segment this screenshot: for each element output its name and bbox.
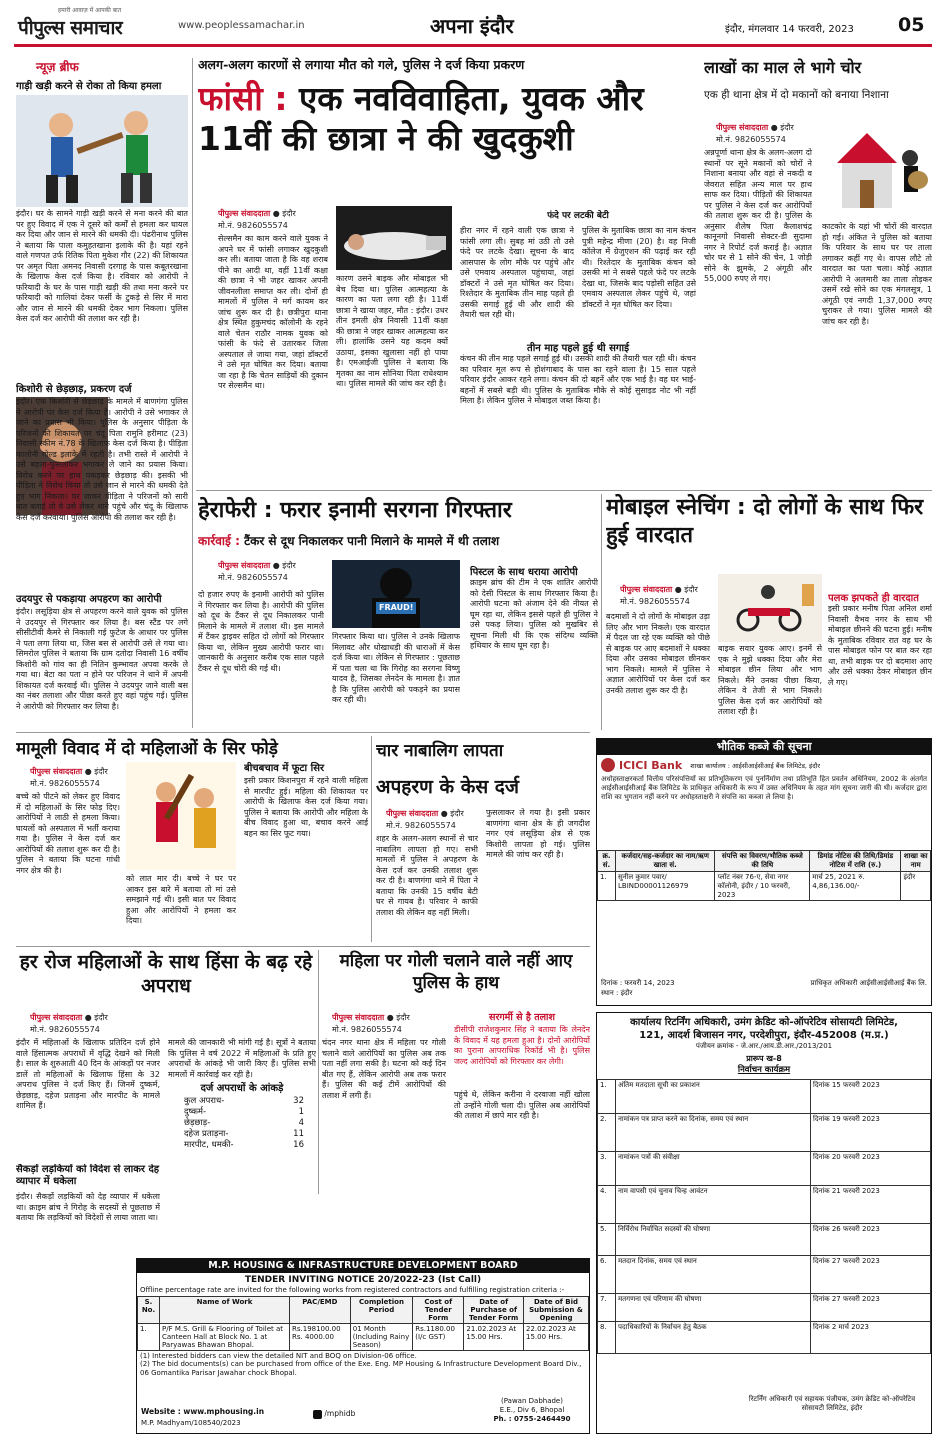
icici-logo-mark bbox=[601, 758, 615, 772]
icici-td: इंदौर bbox=[901, 872, 931, 901]
fraud-col3-heading: पिस्टल के साथ धराया आरोपी bbox=[470, 567, 578, 578]
brief-2-heading: किशोरी से छेड़छाड़, प्रकरण दर्ज bbox=[16, 384, 132, 395]
election-td: 4. bbox=[598, 1186, 616, 1224]
violence-byline-name: पीपुल्स संवाददाता bbox=[30, 1013, 83, 1022]
gunshot-col-2: पहुंचे थे, लेकिन करीना ने दरवाजा नहीं खोला तो उन्होंने गोली चला दी। पुलिस अब आरोपियों की तलाश में छापे मार रही है। bbox=[454, 1090, 590, 1120]
violence-stat-label: छेड़छाड़- bbox=[184, 1118, 211, 1128]
election-td: दिनांक 27 फरवरी 2023 bbox=[811, 1294, 931, 1322]
tender-th: S. No. bbox=[138, 1297, 160, 1324]
fraud-byline-city: इंदौर bbox=[282, 561, 296, 570]
tender-social bbox=[313, 1409, 355, 1419]
election-td: 7. bbox=[598, 1294, 616, 1322]
fraud-photo-label: FRAUD! bbox=[379, 603, 414, 612]
missing-col-1: शहर के अलग-अलग स्थानों से चार नाबालिग लापता हो गए। सभी मामलों में पुलिस ने अपहरण के केस दर्ज कर उनकी तलाश शुरू कर दी है। बाणगंगा थाने में पिता ने बताया कि उनकी 15 वर्षीय बेटी घर से गायब है। परिवार ने काफी तलाश की लेकिन वह नहीं मिली। bbox=[376, 834, 478, 917]
gunshot-box-heading: सरगर्मी से है तलाश bbox=[489, 1012, 555, 1023]
fraud-divider bbox=[601, 494, 602, 730]
brief-3-body: इंदौर। लसूड़िया क्षेत्र से अपहरण करने वाले युवक को पुलिस ने उदयपुर से गिरफ्तार कर लिया है। बस स्टैंड पर लगे सीसीटीवी कैमरे से निकाली गई फुटेज के आधार पर पुलिस ने पता लगा लिया था, जिस बस से आरोपी उसे ले गया था। सिमरोल पुलिस ने बताया कि ग्राम दतोदा निवासी 16 वर्षीय किशोरी को गांव का ही नितिन कुम्भावत अपवा करके ले गया था। बेटा का पता न होने पर परिजन ने थाने में अपनी शिकायत दर्ज करवाई थी। पुलिस ने उदयपुर जाने वाली बस का नंबर तलाशा और पीछा करते हुए वहां पहुंच गई। पुलिस ने आरोपी को गिरफ्तार कर लिया है। bbox=[16, 607, 188, 711]
tender-website[interactable]: Website : www.mphousing.in bbox=[141, 1407, 265, 1416]
election-row bbox=[598, 1080, 931, 1114]
women-fight-col-1: बच्चे को पीटने को लेकर हुए विवाद में दो महिलाओं के सिर फोड़ दिए। आरोपियों ने लाठी से हमला किया। घायलों को अस्पताल में भर्ती कराया गया है। पुलिस ने केस दर्ज कर आरोपियों की तलाश शुरू कर दी है। पुलिस ने बताया कि घटना गांधी नगर क्षेत्र की है। bbox=[16, 792, 120, 875]
violence-stat-value: 4 bbox=[298, 1118, 304, 1128]
violence-stat-row bbox=[184, 1096, 304, 1107]
lead-byline-mob: मो.नं. 9826055574 bbox=[218, 221, 288, 230]
election-td: दिनांक 19 फरवरी 2023 bbox=[811, 1114, 931, 1152]
gunshot-box-body: डीसीपी राजेशकुमार सिंह ने बताया कि लेनदेन के विवाद में यह हमला हुआ है। दोनों आरोपियों का पुराना आपराधिक रिकॉर्ड भी है। पुलिस जल्द आरोपियों को गिरफ्तार कर लेगी। bbox=[454, 1025, 590, 1066]
violence-headline: हर रोज महिलाओं के साथ हिंसा के बढ़ रहे अपराध bbox=[19, 951, 313, 997]
theft-col-1: अन्नपूर्णा थाना क्षेत्र के अलग-अलग दो स्थानों पर सूने मकानों को चोरों ने निशाना बनाया और वहां से नकदी व जेवरात सहित अन्य माल पर हाथ साफ कर दिया। पीड़ितों की शिकायत पर पुलिस ने केस दर्ज कर आरोपियों की तलाश शुरू कर दी है। पुलिस के अनुसार शैलेष पिता कैलाशचंद्र कानूनगो निवासी सेक्टर-डी सुदामा नगर ने रिपोर्ट दर्ज कराई है। अज्ञात चोर घर से 1 सोने की चेन, 1 जोड़ी सोने के झुमके, 2 अंगूठी और 55,000 रुपए ले गए। bbox=[704, 148, 812, 283]
icici-th: क्र. सं. bbox=[598, 851, 616, 872]
theft-headline: लाखों का माल ले भागे चोर bbox=[704, 58, 862, 77]
election-row bbox=[598, 1256, 931, 1294]
section-title bbox=[430, 12, 514, 39]
icici-td: प्लॉट नंबर 76-ए, सेवा नगर कॉलोनी, इंदौर / 10 फरवरी, 2023 bbox=[715, 872, 810, 901]
women-fight-box bbox=[244, 760, 368, 940]
mobile-byline-name: पीपुल्स संवाददाता bbox=[620, 585, 673, 594]
missing-byline-name: पीपुल्स संवाददाता bbox=[386, 809, 439, 818]
brief-divider bbox=[192, 58, 193, 728]
news-brief-label: न्यूज़ ब्रीफ bbox=[36, 60, 79, 74]
election-schedule: निर्वाचन कार्यक्रम bbox=[737, 1065, 791, 1075]
icici-th: कर्जदार/सह-कर्जदार का नाम/ऋण खाता सं. bbox=[616, 851, 715, 872]
violence-col-1: इंदौर में महिलाओं के खिलाफ प्रतिदिन दर्ज होने वाले हिंसात्मक अपराधों में वृद्धि देखने को मिली है। साल के शुरुआती 40 दिन के आंकड़ों पर नजर डालें तो महिलाओं के खिलाफ हिंसा के 32 अपराध पुलिस ने दर्ज किए हैं। जिनमें दुष्कर्म, छेड़छाड़, दहेज प्रताड़ना और मारपीट के मामले शामिल हैं। bbox=[16, 1038, 160, 1110]
tender-td: 01 Month (Including Rainy Season) bbox=[350, 1324, 412, 1351]
tender-table-header bbox=[138, 1297, 589, 1324]
masthead bbox=[0, 0, 945, 46]
top-divider bbox=[196, 490, 932, 491]
election-td: 8. bbox=[598, 1322, 616, 1354]
section-title-text: अपना इंदौर bbox=[430, 14, 514, 38]
mobile-side-body: इसी प्रकार मनीष पिता अनिल शर्मा निवासी वैभव नगर के साथ भी मोबाइल छीनने की घटना हुई। मनीष के मुताबिक रविवार रात वह घर के पास मोबाइल फोन पर बात कर रहा था, तभी बाइक पर दो बदमाश आए और उसे धक्का देकर मोबाइल छीन ले गए। bbox=[828, 604, 932, 687]
tender-madhyam: M.P. Madhyam/108540/2023 bbox=[141, 1419, 241, 1427]
missing-headline: चार नाबालिग लापता bbox=[376, 741, 504, 761]
gunshot-headline: महिला पर गोली चलाने वाले नहीं आए पुलिस के हाथ bbox=[339, 951, 573, 993]
theft-byline-mob: मो.नं. 9826055574 bbox=[716, 135, 786, 144]
fraud-photo bbox=[332, 560, 460, 628]
lead-col-3: हीरा नगर में रहने वाली एक छात्रा ने फांसी लगा ली। सुबह मां उठी तो उसे फंदे पर लटके देखा। सूचना के बाद आसपास के लोग मौके पर पहुंचे और उसे एमवाय अस्पताल पहुंचाया, जहां डॉक्टरों ने उसे मृत घोषित कर दिया। रिश्तेदार के मुताबिक तीन माह पहले ही उसकी सगाई हुई थी और शादी की तैयारी चल रही थी। bbox=[460, 226, 574, 319]
tender-note-2: (2) The bid documents(s) can be purchased from office of the Exe. Eng. MP Housing & Infrastructure Development Board Div., 06 Gomantika Parisar Jawahar chock Bhopal. bbox=[140, 1360, 582, 1377]
tender-td: 1. bbox=[138, 1324, 160, 1351]
logo-tagline: हमारी आवाज़ में आपकी बात bbox=[58, 7, 122, 14]
icici-td: मार्च 25, 2021 रु. 4,86,136.00/- bbox=[810, 872, 901, 901]
election-reg: पंजीयन क्रमांक - जे.आर./आय.डी.आर./2013/201 bbox=[695, 1042, 833, 1050]
lead-byline-city: इंदौर bbox=[282, 209, 296, 218]
mobile-story bbox=[606, 494, 932, 730]
election-form: प्रारूप ख-8 bbox=[746, 1054, 782, 1063]
women-fight-box-body: इसी प्रकार किशनपुरा में रहने वाली महिला से मारपीट हुई। महिला की शिकायत पर आरोपी के खिलाफ केस दर्ज किया गया। पुलिस ने बताया कि आरोपी और महिला के बीच विवाद हुआ था, बचाव करने आई बहन का सिर फूट गया। bbox=[244, 776, 368, 838]
missing-byline-city: इंदौर bbox=[450, 809, 464, 818]
lower-divider bbox=[16, 946, 590, 947]
women-fight-illustration bbox=[126, 762, 236, 870]
gunshot-byline-name: पीपुल्स संवाददाता bbox=[332, 1013, 385, 1022]
fraud-headline-red: हेराफेरी : bbox=[198, 498, 273, 523]
lead-col-1: सेल्समैन का काम करने वाले युवक ने अपने घर में फांसी लगाकर खुदकुशी कर ली। बताया जाता है कि वह शराब पीने का आदी था, वहीं 11वीं कक्षा की छात्रा ने भी जहर खाकर अपनी जीवनलीला समाप्त कर ली। दोनों ही मामलों में पुलिस ने मर्ग कायम कर जांच शुरू कर दी है। छत्रीपुरा थाना क्षेत्र स्थित हुकुमचंद कॉलोनी के रहने वाले चेतन राठौर नामक युवक को फांसी के फंदे से उतारकर जिला अस्पताल ले जाया गया, जहां डॉक्टरों ने उसे मृत घोषित कर दिया। बताया जा रहा है कि चेतन साड़ियों की दुकान पर सेल्समैन था। bbox=[218, 234, 328, 390]
tender-intro: Offline percentage rate are invited for the following works from registered contractors and fulfilling registration criteria :- bbox=[140, 1286, 565, 1294]
icici-th: संपत्ति का विवरण/भौतिक कब्जे की तिथि bbox=[715, 851, 810, 872]
violence-byline: पीपुल्स संवाददाता ● इंदौर bbox=[30, 1013, 108, 1022]
mobile-byline: पीपुल्स संवाददाता ● इंदौर bbox=[620, 585, 698, 594]
masthead-rule bbox=[14, 44, 932, 47]
lead-col-4: पुलिस के मुताबिक छात्रा का नाम कंचन पुत्री महेन्द्र मीणा (20) है। वह निजी कॉलेज में ग्रेजुएशन की पढ़ाई कर रही थी। रिश्तेदार के मुताबिक कंचन को उसकी मां ने सबसे पहले फंदे पर लटके देखा था, जिसके बाद पड़ोसी सहित उसे एमवाय अस्पताल लेकर पहुंचे थे, जहां डॉक्टरों ने मृत घोषित कर दिया। bbox=[582, 226, 696, 309]
tender-signer-name: (Pawan Dabhade) bbox=[501, 1397, 563, 1405]
mid-divider bbox=[16, 732, 590, 733]
election-td: 5. bbox=[598, 1224, 616, 1256]
fraud-headline bbox=[198, 494, 598, 524]
lead-headline bbox=[198, 79, 698, 165]
theft-byline-name: पीपुल्स संवाददाता bbox=[716, 123, 769, 132]
tender-th: Completion Period bbox=[350, 1297, 412, 1324]
theft-deck: एक ही थाना क्षेत्र में दो मकानों को बनाया निशाना bbox=[704, 89, 889, 101]
election-table bbox=[597, 1079, 931, 1354]
mobile-col-1: बदमाशों ने दो लोगों के मोबाइल उड़ा लिए और भाग निकले। एक वारदात में पैदल जा रहे एक व्यक्ति को पीछे से बाइक पर आए बदमाशों ने धक्का दिया और उसका मोबाइल छीनकर भाग निकले। मामले में पुलिस ने अज्ञात आरोपियों पर केस दर्ज कर उनकी तलाश शुरू कर दी है। bbox=[606, 612, 710, 695]
icici-body: अधोहस्ताक्षरकर्ता वित्तीय परिसंपत्तियों का प्रतिभूतिकरण एवं पुनर्निर्माण तथा प्रतिभूति हित प्रवर्तन अधिनियम, 2002 के अंतर्गत आईसीआईसीआई बैंक लिमिटेड के प्राधिकृत अधिकारी के रूप में उक्त अधिनियम के तहत मांग सूचना जारी की थी। कर्जदार द्वारा राशि का भुगतान नहीं करने पर अधोहस्ताक्षरी ने संपत्ति का कब्जा ले लिया है। bbox=[601, 775, 927, 801]
violence-stat-label: कुल अपराध- bbox=[184, 1096, 225, 1106]
fraud-col-3: क्राइम ब्रांच की टीम ने एक शातिर आरोपी को देसी पिस्टल के साथ गिरफ्तार किया है। आरोपी घटना को अंजाम देने की नीयत से घूम रहा था, लेकिन इससे पहले ही पुलिस ने उसे पकड़ लिया। पुलिस को मुखबिर से सूचना मिली थी कि एक संदिग्ध व्यक्ति हथियार के साथ घूम रहा है। bbox=[470, 578, 598, 650]
icici-title: भौतिक कब्जे की सूचना bbox=[597, 739, 931, 755]
election-td: 3. bbox=[598, 1152, 616, 1186]
violence-stat-row bbox=[184, 1129, 304, 1140]
lead-photo-caption: फंदे पर लटकी बेटी bbox=[460, 210, 696, 222]
election-td: निर्विरोध निर्वाचित सदस्यों की घोषणा bbox=[616, 1224, 811, 1256]
fraud-deck-red: कार्रवाई : bbox=[198, 534, 240, 548]
icici-notice bbox=[596, 738, 932, 1006]
tender-notice-title: TENDER INVITING NOTICE 20/2022-23 (Ist Call) bbox=[244, 1275, 482, 1285]
election-td: 1. bbox=[598, 1080, 616, 1114]
tender-phone: Ph. : 0755-2464490 bbox=[493, 1415, 571, 1423]
tender-note-1: (1) Interested bidders can view the detailed NIT and BOQ on Division-06 office. bbox=[140, 1352, 417, 1360]
women-fight-divider bbox=[371, 736, 372, 942]
election-td: 2. bbox=[598, 1114, 616, 1152]
tender-td: Rs.198100.00 Rs. 4000.00 bbox=[290, 1324, 351, 1351]
gunshot-col-1: चंदन नगर थाना क्षेत्र में महिला पर गोली चलाने वाले आरोपियों का पुलिस अब तक पता नहीं लगा सकी है। घटना को कई दिन बीत गए हैं, लेकिन आरोपी अब तक फरार हैं। पुलिस की कई टीमें आरोपियों की तलाश में लगी हैं। bbox=[322, 1038, 446, 1100]
tender-table bbox=[137, 1296, 589, 1351]
election-td: दिनांक 21 फरवरी 2023 bbox=[811, 1186, 931, 1224]
women-fight-byline-name: पीपुल्स संवाददाता bbox=[30, 767, 83, 776]
election-td: दिनांक 27 फरवरी 2023 bbox=[811, 1256, 931, 1294]
mobile-headline: मोबाइल स्नेचिंग : दो लोगों के साथ फिर हुई वारदात bbox=[606, 495, 924, 548]
election-row bbox=[598, 1322, 931, 1354]
icici-table-row bbox=[598, 872, 931, 901]
dateline: इंदौर, मंगलवार 14 फरवरी, 2023 bbox=[725, 24, 854, 35]
missing-deck: अपहरण के केस दर्ज bbox=[376, 776, 519, 798]
brief-1-illustration bbox=[16, 95, 188, 207]
fraud-headline-rest: फरार इनामी सरगना गिरफ्तार bbox=[280, 498, 512, 523]
violence-divider bbox=[318, 950, 319, 1194]
election-td: मतगणना एवं परिणाम की घोषणा bbox=[616, 1294, 811, 1322]
brief-3-heading: उदयपुर से पकड़ाया अपहरण का आरोपी bbox=[16, 594, 162, 605]
icici-logo bbox=[597, 755, 931, 775]
icici-td: सुनील कुमार पवार/ LBIND00001126979 bbox=[616, 872, 715, 901]
gunshot-byline: पीपुल्स संवाददाता ● इंदौर bbox=[332, 1013, 410, 1022]
election-row bbox=[598, 1224, 931, 1256]
gunshot-byline-city: इंदौर bbox=[396, 1013, 410, 1022]
icici-th: डिमांड नोटिस की तिथि/डिमांड नोटिस में राशि (रु.) bbox=[810, 851, 901, 872]
violence-stat-label: मारपीट, धमकी- bbox=[184, 1140, 234, 1150]
tender-table-row bbox=[138, 1324, 589, 1351]
missing-col-2: फुसलाकर ले गया है। इसी प्रकार बाणगंगा थाना क्षेत्र के ही जगदीश नगर एवं लसूड़िया क्षेत्र से एक किशोरी लापता हो गई। पुलिस मामले की जांच कर रही है। bbox=[486, 808, 590, 859]
election-td: दिनांक 20 फरवरी 2023 bbox=[811, 1152, 931, 1186]
social-icon bbox=[313, 1410, 322, 1419]
tender-td: 21.02.2023 At 15.00 Hrs. bbox=[464, 1324, 524, 1351]
tender-td: Rs.1180.00 (I/c GST) bbox=[413, 1324, 464, 1351]
election-td: दिनांक 15 फरवरी 2023 bbox=[811, 1080, 931, 1114]
gunshot-byline-mob: मो.नं. 9826055574 bbox=[332, 1025, 402, 1034]
brief-1-body: इंदौर। घर के सामने गाड़ी खड़ी करने से मना करने की बात पर हुए विवाद में एक ने दूसरे को कर्मों से हमला कर घायल कर दिया और जान से मारने की धमकी दी। पंढरीनाथ पुलिस ने बताया कि पाला कमुहतखाना इलाके की है। यहां रहने वाले गणपत उर्फ रितिक पिता मुकेश गौर (22) की शिकायत पर अमृत पिता अमनद निवासी दरगाह के पास कबूतरखाना के खिलाफ केस दर्ज किया है। रविवार को आरोपी ने फरियादी के घर के पास गाड़ी खड़ी की तथा मना करने पर फरियादी को गालियां देकर फर्सी के टुकड़े से सिर में मारा और जान से मारने की धमकी देकर भाग निकला। पुलिस केस दर्ज कर आरोपी की तलाश कर रही है। bbox=[16, 209, 188, 323]
violence-stat-label: दहेज प्रताड़ना- bbox=[184, 1129, 229, 1139]
violence-stat-value: 16 bbox=[293, 1140, 304, 1150]
lead-story bbox=[198, 56, 698, 488]
icici-signature: प्राधिकृत अधिकारी आईसीआईसीआई बैंक लि. bbox=[810, 979, 927, 987]
women-fight-col-2: को लात मार दी। बच्चे ने घर पर आकर इस बारे में बताया तो मां उसे समझाने गई थी। इसी बात पर विवाद हुआ और आरोपियों ने हमला कर दिया। bbox=[126, 874, 236, 925]
fraud-byline-mob: मो.नं. 9826055574 bbox=[218, 573, 288, 582]
gunshot-box bbox=[454, 1010, 590, 1086]
election-td: नाम वापसी एवं चुनाव चिन्ह आवंटन bbox=[616, 1186, 811, 1224]
election-td: दिनांक 26 फरवरी 2023 bbox=[811, 1224, 931, 1256]
tender-td: 22.02.2023 At 15.00 Hrs. bbox=[524, 1324, 589, 1351]
tender-th: Date of Purchase of Tender Form bbox=[464, 1297, 524, 1324]
violence-stat-value: 32 bbox=[293, 1096, 304, 1106]
election-td: पदाधिकारियों के निर्वाचन हेतु बैठक bbox=[616, 1322, 811, 1354]
election-address: 121, आदर्श बिजासन नगर, परदेशीपुरा, इंदौर-452008 (म.प्र.) bbox=[639, 1030, 889, 1041]
brief-2-wrap bbox=[16, 397, 188, 587]
election-title: कार्यालय रिटर्निंग अधिकारी, उमंग क्रेडिट को-ऑपरेटिव सोसायटी लिमिटेड, bbox=[630, 1017, 898, 1028]
theft-byline-city: इंदौर bbox=[780, 123, 794, 132]
theft-story bbox=[704, 56, 932, 488]
violence-foot-body: इंदौर। सैकड़ों लड़कियों को देह व्यापार में धकेला था। क्राइम ब्रांच ने गिरोह के सदस्यों से पूछताछ में बताया कि लड़कियों को विदेशों से लाया जाता था। bbox=[16, 1192, 160, 1222]
election-footer: रिटर्निंग अधिकारी एवं सहायक पंजीयक, उमंग क्रेडिट को-ऑपरेटिव सोसायटी लिमिटेड, इंदौर bbox=[748, 1395, 916, 1412]
lead-headline-rest: एक नवविवाहिता, युवक और 11वीं की छात्रा ने की खुदकुशी bbox=[198, 79, 644, 158]
lead-kicker: अलग-अलग कारणों से लगाया मौत को गले, पुलिस ने दर्ज किया प्रकरण bbox=[198, 57, 525, 72]
violence-stat-value: 1 bbox=[298, 1107, 304, 1117]
women-fight-box-heading: बीचबचाव में फूटा सिर bbox=[244, 763, 325, 774]
election-row bbox=[598, 1186, 931, 1224]
lead-col-2: कारण उसने बाइक और मोबाइल भी बेच दिया था। पुलिस आत्महत्या के कारण का पता लगा रही है। 11वीं छात्रा ने खाया जहर, मौत : इंदौर। उधर तीन इमली क्षेत्र निवासी 11वीं कक्षा की छात्रा ने जहर खाकर आत्महत्या कर ली। हालांकि उसने यह कदम क्यों उठाया, इसका खुलासा नहीं हो पाया है। एमआईजी पुलिस ने बताया कि मृतका का नाम सोनिया पिता राधेश्याम था। पुलिस मामले की जांच कर रही है। bbox=[336, 274, 448, 388]
violence-table-title: दर्ज अपराधों के आंकड़े bbox=[200, 1083, 284, 1094]
tender-board: M.P. HOUSING & INFRASTRUCTURE DEVELOPMENT BOARD bbox=[137, 1259, 589, 1273]
violence-foot-heading: सैकड़ों लड़कियों को विदेश से लाकर देह व्यापार में धकेला bbox=[16, 1164, 160, 1187]
fraud-byline-name: पीपुल्स संवाददाता bbox=[218, 561, 271, 570]
violence-stat-row bbox=[184, 1118, 304, 1129]
tender-th: Name of Work bbox=[160, 1297, 290, 1324]
fraud-deck bbox=[198, 532, 598, 549]
icici-td: 1. bbox=[598, 872, 616, 901]
violence-stats bbox=[184, 1096, 304, 1151]
women-fight-byline-mob: मो.नं. 9826055574 bbox=[30, 779, 100, 788]
tender-notice bbox=[136, 1258, 590, 1434]
news-brief bbox=[16, 58, 188, 726]
mobile-illustration bbox=[718, 574, 822, 642]
icici-footer-place: स्थान : इंदौर bbox=[601, 989, 633, 997]
missing-story bbox=[376, 738, 590, 942]
election-td: अंतिम मतदाता सूची का प्रकाशन bbox=[616, 1080, 811, 1114]
mobile-side-heading: पलक झपकते ही वारदात bbox=[828, 593, 919, 604]
election-td: दिनांक 2 मार्च 2023 bbox=[811, 1322, 931, 1354]
election-notice bbox=[596, 1012, 932, 1434]
icici-table-header bbox=[598, 851, 931, 872]
tender-th: Date of Bid Submission & Opening bbox=[524, 1297, 589, 1324]
page-number: 05 bbox=[898, 14, 925, 36]
election-row bbox=[598, 1294, 931, 1322]
brief-1-heading: गाड़ी खड़ी करने से रोका तो किया हमला bbox=[16, 81, 162, 92]
violence-byline-mob: मो.नं. 9826055574 bbox=[30, 1025, 100, 1034]
fraud-col-2: गिरफ्तार किया था। पुलिस ने उनके खिलाफ मिलावट और धोखाधड़ी की धाराओं में केस दर्ज किया था। लेकिन से गिरफ्तार : पूछताछ में पता चला था कि गिरोह का सरगना विष्णु यादव है, जिसका लेनदेन के मामला है। ज्ञात है कि पुलिस आरोपी को पकड़ने का प्रयास कर रही थी। bbox=[332, 632, 460, 704]
election-td: नामांकन पत्रों की संवीक्षा bbox=[616, 1152, 811, 1186]
fraud-byline: पीपुल्स संवाददाता ● इंदौर bbox=[218, 561, 296, 570]
election-td: मतदान दिनांक, समय एवं स्थान bbox=[616, 1256, 811, 1294]
tender-th: Cost of Tender Form bbox=[413, 1297, 464, 1324]
violence-stat-row bbox=[184, 1140, 304, 1151]
brief-2-body: इंदौर। एक किशोरी से छेड़छाड़ के मामले में बाणगंगा पुलिस ने आरोपी पर केस दर्ज किया है। आरोपी ने उसे भगाकर ले जाने का प्रयास भी किया। पुलिस के अनुसार पीड़िता के परिजनों की शिकायत पर चंदू पिता रामुनि हरीमाट (23) निवासी स्कीम नं.78 के खिलाफ केस दर्ज किया है। पीड़िता कालोनी गोल्ड इलाके में रहती है। तभी रास्ते में आरोपी ने उसे बहला-फुसलाकर भगाकर ले जाने का प्रयास किया। विरोध करने पर हाथ पकड़कर छेड़छाड़ की। इसकी भी पीड़िता ने विरोध किया तो उसे जान से मारने की धमकी देते हुए भाग निकला। घर जाकर पीड़िता ने परिजनों को सारी बात बताई तो वे उसे लेकर थाने पहुंचे और चंदू के खिलाफ केस दर्ज करवाया। पुलिस आरोपी की तलाश कर रही है। bbox=[16, 397, 188, 522]
violence-byline-city: इंदौर bbox=[94, 1013, 108, 1022]
tender-signer bbox=[477, 1397, 587, 1424]
women-fight-headline: मामूली विवाद में दो महिलाओं के सिर फोड़े bbox=[16, 739, 278, 759]
icici-branch: शाखा कार्यालय : आईसीआईसीआई बैंक लिमिटेड, इंदौर bbox=[690, 761, 821, 770]
election-td: 6. bbox=[598, 1256, 616, 1294]
tender-td: P/F M.S. Grill & Flooring of Toilet at Canteen Hall at Block No. 1 at Paryawas Bhawan Bhopal. bbox=[160, 1324, 290, 1351]
site-url: www.peoplessamachar.in bbox=[178, 20, 305, 31]
election-td: नामांकन पत्र प्राप्त करने का दिनांक, समय एवं स्थान bbox=[616, 1114, 811, 1152]
logo-text: पीपुल्स समाचार bbox=[18, 17, 123, 39]
gunshot-story bbox=[322, 950, 590, 1194]
women-fight-byline-city: इंदौर bbox=[94, 767, 108, 776]
violence-stat-value: 11 bbox=[293, 1129, 304, 1139]
election-row bbox=[598, 1114, 931, 1152]
theft-col-2: काटकोर के यहां भी चोरों की वारदात हो गई। अंकित ने पुलिस को बताया कि परिवार के साथ घर पर ताला लगाकर कहीं गए थे। वापस लौटे तो वारदात का पता चला। कोई अज्ञात आरोपी ने अलमारी का ताला तोड़कर उसमें रखे सोने का एक मंगलसूत्र, 1 अंगूठी एवं नगदी 1,37,000 रुपए चुराकर ले गया। पुलिस मामले की जांच कर रही है। bbox=[822, 222, 932, 326]
fraud-deck-rest: टैंकर से दूध निकालकर पानी मिलाने के मामले में थी तलाश bbox=[244, 534, 500, 548]
icici-table bbox=[597, 850, 931, 901]
lead-byline-name: पीपुल्स संवाददाता bbox=[218, 209, 271, 218]
violence-stat-row bbox=[184, 1107, 304, 1118]
icici-footer-date: दिनांक : फरवरी 14, 2023 bbox=[601, 979, 675, 987]
tender-th: PAC/EMD bbox=[290, 1297, 351, 1324]
lead-headline-red: फांसी : bbox=[198, 79, 288, 118]
theft-illustration bbox=[822, 118, 932, 218]
lead-sub-body: कंचन की तीन माह पहले सगाई हुई थी। उसकी शादी की तैयारी चल रही थी। कंचन का परिवार मूल रूप से होशंगाबाद के पास का रहने वाला है। 15 साल पहले परिवार इंदौर आकर रहने लगा। कंचन की दो बहनें और एक भाई है। वह घर भाई-बहनों में सबसे बड़ी थी। पुलिस के मुताबिक मौके से कोई सुसाइड नोट भी नहीं मिला है। लेकिन पुलिस ने मोबाइल जब्त किया है। bbox=[460, 354, 696, 405]
women-fight-byline: पीपुल्स संवाददाता ● इंदौर bbox=[30, 767, 108, 776]
mobile-col-2: बाइक सवार युवक आए। इनमें से एक ने मुझे धक्का दिया और मेरा मोबाइल छीन लिया और भाग निकले। मैंने उनका पीछा किया, लेकिन वे तेजी से भाग निकले। पुलिस केस दर्ज कर आरोपियों को तलाश रही है। bbox=[718, 644, 822, 716]
mobile-byline-mob: मो.नं. 9826055574 bbox=[620, 597, 690, 606]
election-row bbox=[598, 1152, 931, 1186]
lead-subhead: तीन माह पहले हुई थी सगाई bbox=[527, 343, 629, 354]
violence-story bbox=[16, 950, 316, 1260]
tender-social-handle[interactable]: /mphidb bbox=[324, 1409, 356, 1418]
lead-photo bbox=[336, 206, 452, 270]
icici-th: शाखा का नाम bbox=[901, 851, 931, 872]
violence-col-2: मामले की जानकारी भी मांगी गई है। सूत्रों ने बताया कि पुलिस ने वर्ष 2022 में महिलाओं के प्रति हुए अपराधों के आंकड़े भी जारी किए हैं। पुलिस सभी मामलों में कार्रवाई कर रही है। bbox=[168, 1038, 316, 1078]
tender-signer-title: E.E., Div 6, Bhopal bbox=[499, 1406, 565, 1414]
fraud-col-1: दो हजार रुपए के इनामी आरोपी को पुलिस ने गिरफ्तार कर लिया है। आरोपी की पुलिस को दूध के टैंकर से दूध निकालकर पानी मिलाने के मामले में तलाश थी। इस मामले में टैंकर ड्राइवर सहित दो लोगों को गिरफ्तार किया था, लेकिन मुख्य आरोपी फरार था। जानकारी के अनुसार करीब एक साल पहले टैंकर से दूध चोरी की गई थी। bbox=[198, 590, 324, 673]
lead-byline: पीपुल्स संवाददाता ● इंदौर bbox=[218, 209, 296, 218]
women-fight-story bbox=[16, 736, 368, 942]
mobile-byline-city: इंदौर bbox=[684, 585, 698, 594]
missing-byline: पीपुल्स संवाददाता ● इंदौर bbox=[386, 809, 464, 818]
masthead-logo bbox=[18, 6, 178, 39]
missing-byline-mob: मो.नं. 9826055574 bbox=[386, 821, 456, 830]
icici-bank-name: ICICI Bank bbox=[619, 758, 683, 772]
theft-byline: पीपुल्स संवाददाता ● इंदौर bbox=[716, 123, 794, 132]
violence-stat-label: दुष्कर्म- bbox=[184, 1107, 207, 1117]
fraud-story bbox=[198, 494, 598, 730]
